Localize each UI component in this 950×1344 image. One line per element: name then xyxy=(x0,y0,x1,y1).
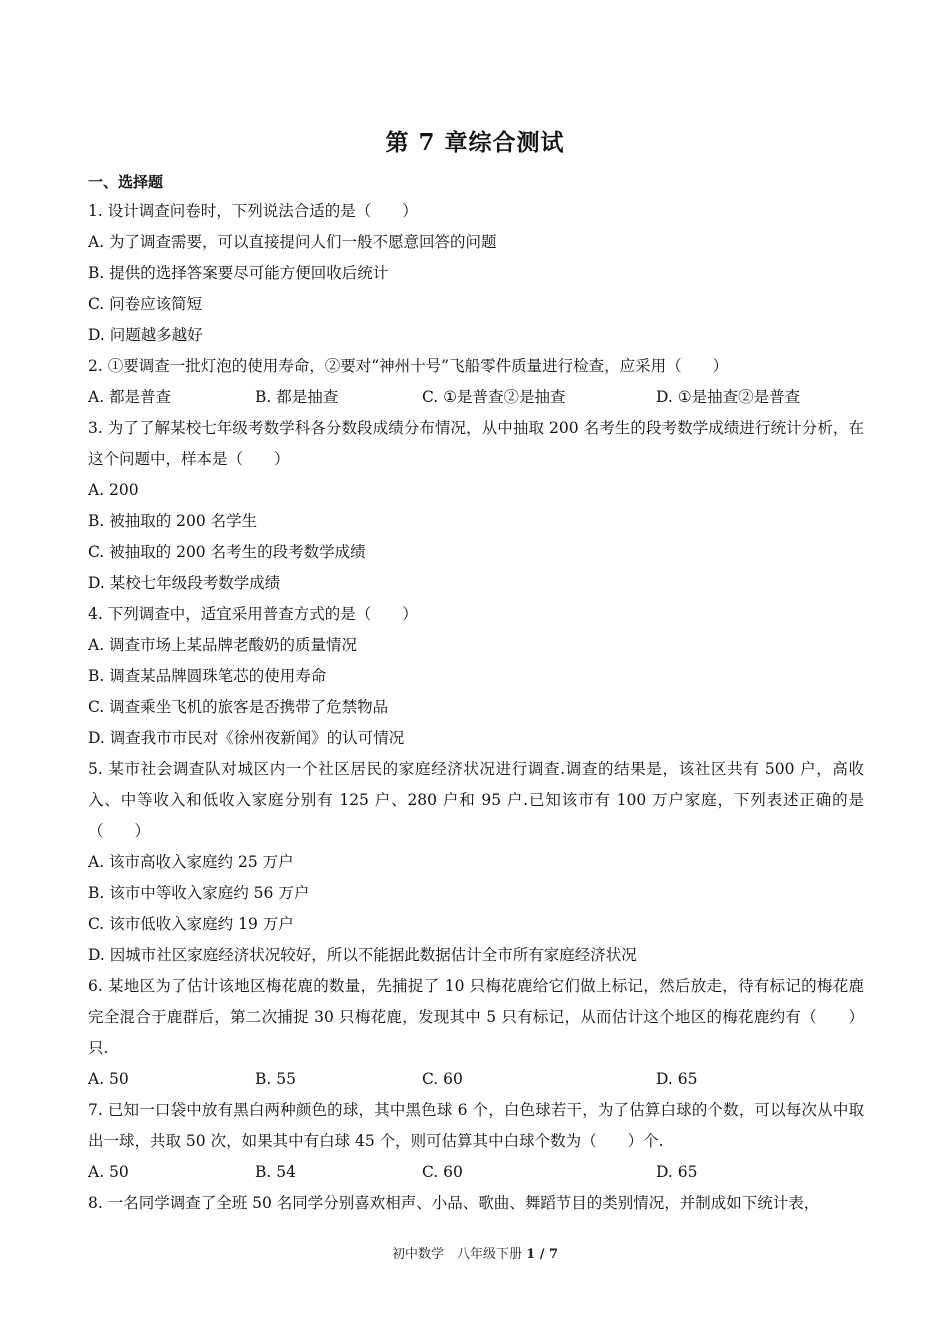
option: B. 都是抽查 xyxy=(255,388,339,406)
option: A. 都是普查 xyxy=(88,388,172,406)
option: B. 提供的选择答案要尽可能方便回收后统计 xyxy=(88,264,389,282)
option: A. 为了调查需要，可以直接提问人们一般不愿意回答的问题 xyxy=(88,233,497,251)
option: D. 因城市社区家庭经济状况较好，所以不能据此数据估计全市所有家庭经济状况 xyxy=(88,946,637,964)
question-stem: 4. 下列调查中，适宜采用普查方式的是（ ） xyxy=(88,605,418,623)
option: C. 调查乘坐飞机的旅客是否携带了危禁物品 xyxy=(88,698,389,716)
page-footer xyxy=(0,1243,950,1262)
question-stem: 2. ①要调查一批灯泡的使用寿命，②要对“神州十号”飞船零件质量进行检查，应采用（ ） xyxy=(88,357,729,375)
question-stem: 3. 为了了解某校七年级考数学科各分数段成绩分布情况，从中抽取 200 名考生的段考数学成绩进行统计分析，在这个问题中，样本是（ ） xyxy=(88,419,864,468)
option: D. 问题越多越好 xyxy=(88,326,203,344)
option: D. 65 xyxy=(656,1070,698,1088)
option: D. 某校七年级段考数学成绩 xyxy=(88,574,281,592)
option: C. 60 xyxy=(422,1163,463,1181)
option: D. 调查我市市民对《徐州夜新闻》的认可情况 xyxy=(88,729,405,747)
option: B. 调查某品牌圆珠笔芯的使用寿命 xyxy=(88,667,327,685)
option-row xyxy=(88,1157,864,1188)
option: A. 200 xyxy=(88,481,139,499)
option: D. ①是抽查②是普查 xyxy=(656,388,801,406)
question-stem: 5. 某市社会调查队对城区内一个社区居民的家庭经济状况进行调查.调查的结果是，该社区共有 500 户，高收入、中等收入和低收入家庭分别有 125 户、280 户和 95 户.已知该市有 100 万户家庭，下列表述正确的是（ ） xyxy=(88,760,864,840)
question-stem: 1. 设计调查问卷时，下列说法合适的是（ ） xyxy=(88,202,418,220)
option: A. 50 xyxy=(88,1070,129,1088)
option: B. 55 xyxy=(255,1070,296,1088)
section-heading: 一、选择题 xyxy=(88,173,164,191)
option: A. 该市高收入家庭约 25 万户 xyxy=(88,853,294,871)
option: A. 50 xyxy=(88,1163,129,1181)
option: B. 被抽取的 200 名学生 xyxy=(88,512,258,530)
option: A. 调查市场上某品牌老酸奶的质量情况 xyxy=(88,636,358,654)
option: C. 60 xyxy=(422,1070,463,1088)
option-row xyxy=(88,382,864,413)
page-title: 第 7 章综合测试 xyxy=(385,129,565,156)
option: D. 65 xyxy=(656,1163,698,1181)
question-stem: 8. 一名同学调查了全班 50 名同学分别喜欢相声、小品、歌曲、舞蹈节目的类别情况，并制成如下统计表， xyxy=(88,1194,820,1212)
question-list xyxy=(88,196,864,1219)
option: C. 被抽取的 200 名考生的段考数学成绩 xyxy=(88,543,366,561)
option: B. 54 xyxy=(255,1163,296,1181)
option: C. 问卷应该简短 xyxy=(88,295,203,313)
footer-subject: 初中数学 八年级下册 xyxy=(391,1247,522,1262)
option: C. ①是普查②是抽查 xyxy=(422,388,566,406)
question-stem: 7. 已知一口袋中放有黑白两种颜色的球，其中黑色球 6 个，白色球若干，为了估算白球的个数，可以每次从中取出一球，共取 50 次，如果其中有白球 45 个，则可估算其中白球个数为（ ）个. xyxy=(88,1101,864,1150)
option: C. 该市低收入家庭约 19 万户 xyxy=(88,915,294,933)
page-number: 1 / 7 xyxy=(526,1247,559,1262)
option: B. 该市中等收入家庭约 56 万户 xyxy=(88,884,310,902)
question-stem: 6. 某地区为了估计该地区梅花鹿的数量，先捕捉了 10 只梅花鹿给它们做上标记，然后放走，待有标记的梅花鹿完全混合于鹿群后，第二次捕捉 30 只梅花鹿，发现其中 5 只有标记，从而估计这个地区的梅花鹿约有（ ）只. xyxy=(88,977,864,1057)
option-row xyxy=(88,1064,864,1095)
